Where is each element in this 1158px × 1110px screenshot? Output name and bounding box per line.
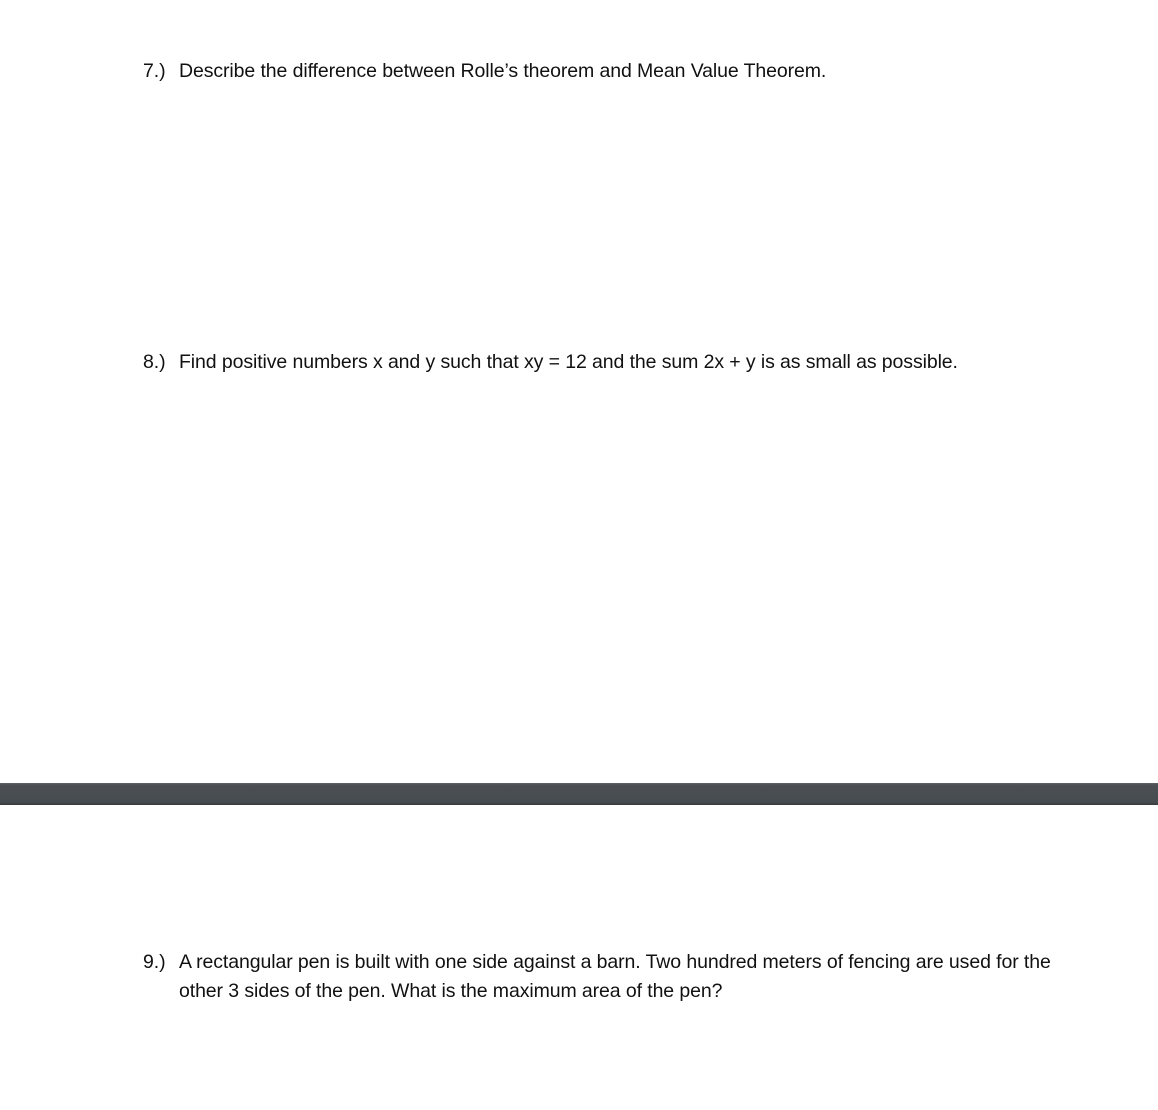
question-text: Describe the difference between Rolle’s theorem and Mean Value Theorem.: [179, 60, 827, 82]
page-separator: [0, 783, 1158, 805]
question-7: [143, 57, 1053, 86]
question-number: 8.): [143, 351, 166, 373]
question-text: Find positive numbers x and y such that xy = 12 and the sum 2x + y is as small as possible.: [179, 351, 958, 373]
question-number: 9.): [143, 951, 166, 973]
question-text: A rectangular pen is built with one side against a barn. Two hundred meters of fencing are used for the other 3 sides of the pen. What is the maximum area of the pen?: [179, 951, 1051, 1002]
document-page-bottom: [0, 805, 1158, 1110]
question-8: [143, 348, 1053, 377]
question-9: [143, 948, 1053, 1006]
question-number: 7.): [143, 60, 166, 82]
